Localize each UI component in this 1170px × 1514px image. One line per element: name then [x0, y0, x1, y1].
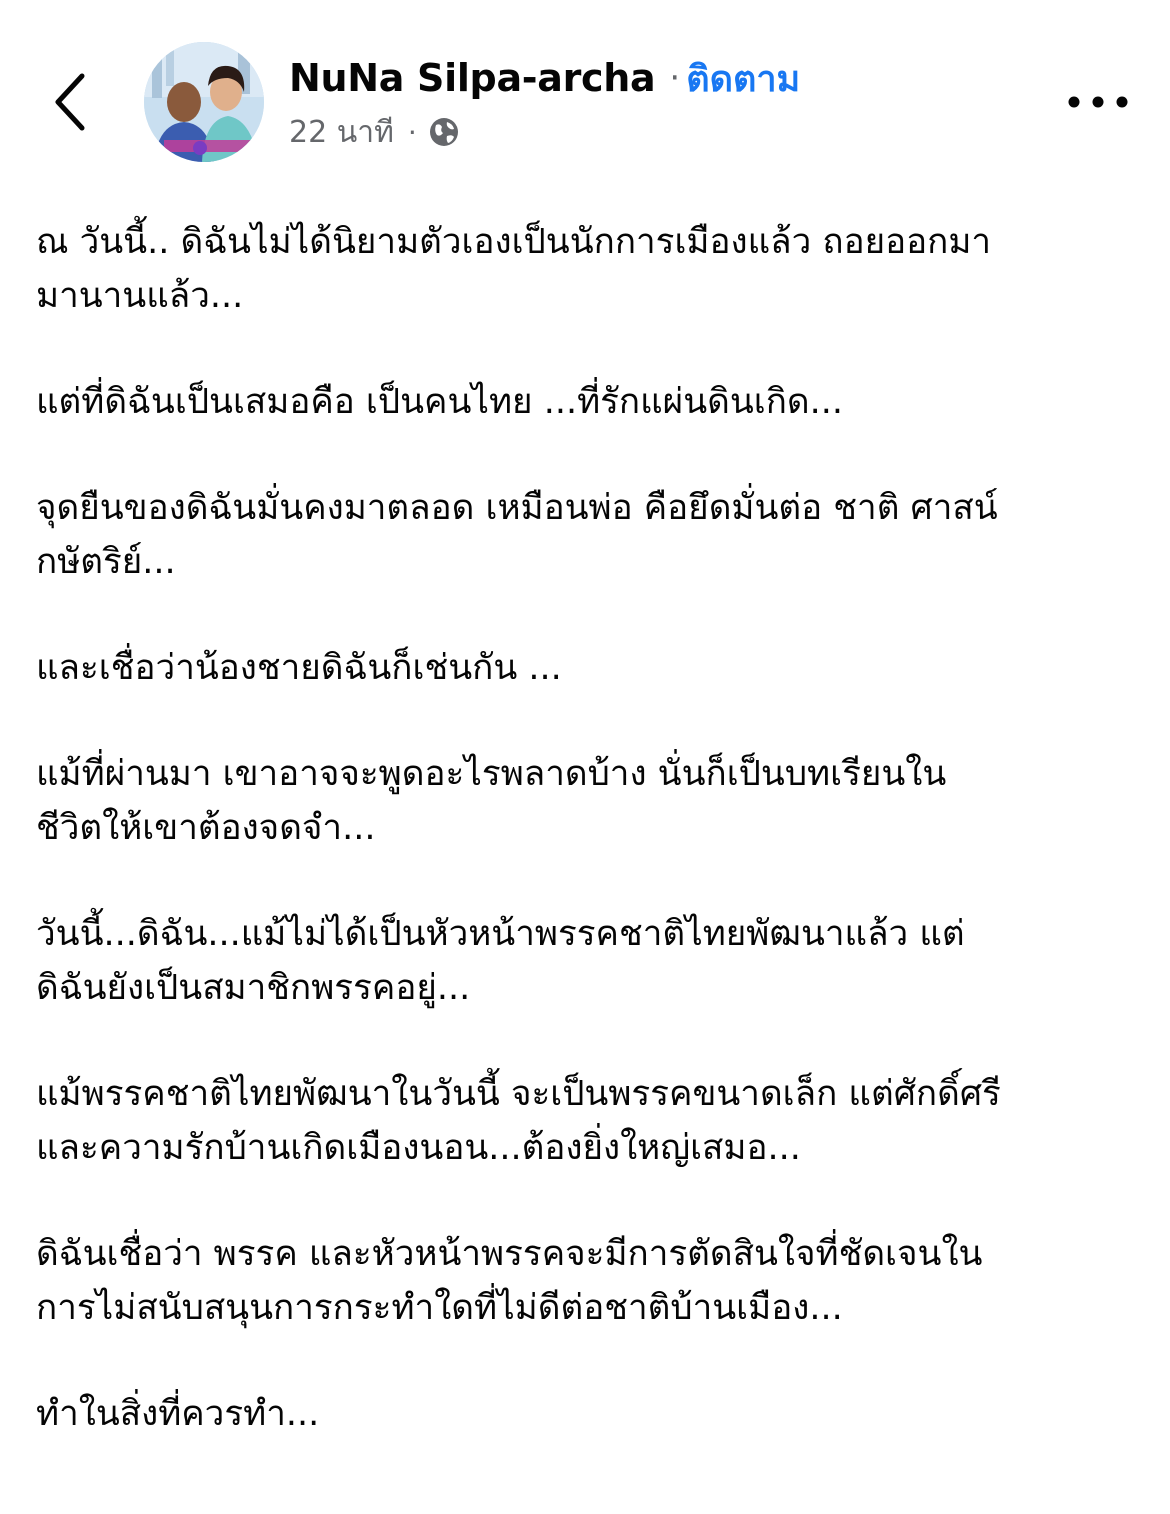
timestamp[interactable]: 22 นาที: [289, 114, 394, 150]
post-meta: [289, 110, 461, 154]
meta-separator-dot: ·: [407, 115, 417, 149]
post-paragraph: ดิฉันเชื่อว่า พรรค และหัวหน้าพรรคจะมีการตัดสินใจที่ชัดเจนใน การไม่สนับสนุนการกระทำใดที่ไม่ดีต่อชาติบ้านเมือง...: [36, 1234, 983, 1328]
avatar-photo: [144, 42, 264, 162]
post-paragraph: ทำในสิ่งที่ควรทำ...: [36, 1394, 320, 1434]
separator-dot: ·: [669, 58, 681, 98]
author-name[interactable]: NuNa Silpa-archa: [289, 56, 656, 100]
post-paragraph: แม้ที่ผ่านมา เขาอาจจะพูดอะไรพลาดบ้าง นั่นก็เป็นบทเรียนใน ชีวิตให้เขาต้องจดจำ...: [36, 754, 947, 848]
post-paragraph: และเชื่อว่าน้องชายดิฉันก็เช่นกัน ...: [36, 648, 562, 688]
post-paragraph: แม้พรรคชาติไทยพัฒนาในวันนี้ จะเป็นพรรคขนาดเล็ก แต่ศักดิ์ศรี และความรักบ้านเกิดเมืองนอน...ต้องยิ่งใหญ่เสมอ...: [36, 1074, 1001, 1168]
author-line: [289, 52, 800, 104]
post-body: [36, 215, 1146, 1493]
chevron-left-icon: [40, 62, 104, 142]
post-paragraph: ณ วันนี้.. ดิฉันไม่ได้นิยามตัวเองเป็นนักการเมืองแล้ว ถอยออกมา มานานแล้ว...: [36, 222, 992, 316]
follow-button[interactable]: ติดตาม: [686, 58, 801, 100]
more-options-button[interactable]: [1060, 80, 1136, 124]
post-paragraph: วันนี้...ดิฉัน...แม้ไม่ได้เป็นหัวหน้าพรรคชาติไทยพัฒนาแล้ว แต่ ดิฉันยังเป็นสมาชิกพรรคอยู่...: [36, 914, 965, 1008]
post-header: [0, 0, 1170, 190]
post-paragraph: จุดยืนของดิฉันมั่นคงมาตลอด เหมือนพ่อ คือยึดมั่นต่อ ชาติ ศาสน์ กษัตริย์...: [36, 488, 998, 582]
back-button[interactable]: [40, 62, 104, 142]
post-paragraph: แต่ที่ดิฉันเป็นเสมอคือ เป็นคนไทย ...ที่รักแผ่นดินเกิด...: [36, 382, 844, 422]
more-horizontal-icon: [1060, 80, 1136, 124]
globe-icon: [427, 115, 461, 149]
avatar[interactable]: [144, 42, 264, 162]
